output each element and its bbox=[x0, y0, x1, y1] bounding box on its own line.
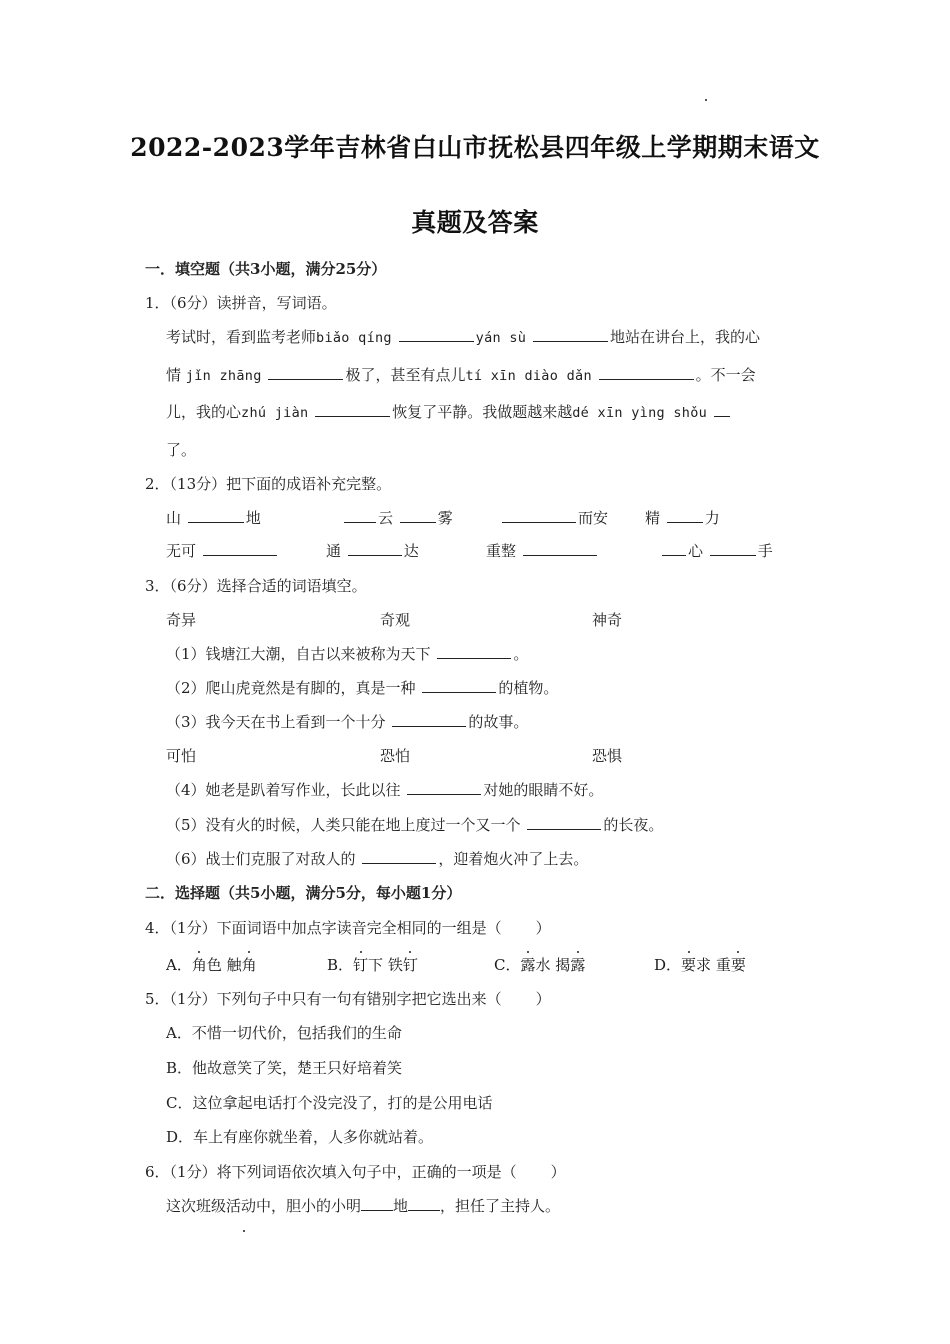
answer-blank[interactable] bbox=[527, 815, 601, 830]
option-char: 水 bbox=[535, 956, 551, 974]
answer-blank[interactable] bbox=[348, 541, 402, 556]
question-4-stem bbox=[145, 918, 551, 938]
sentence-text: （4）她老是趴着写作业，长此以往 bbox=[166, 781, 401, 799]
word-choice: 恐怕 bbox=[380, 747, 411, 765]
question-5-stem bbox=[145, 989, 551, 1009]
option-char: 色 bbox=[206, 956, 222, 974]
answer-blank[interactable] bbox=[188, 508, 244, 523]
answer-blank[interactable] bbox=[422, 678, 496, 693]
idiom-char: 通 bbox=[326, 542, 342, 560]
answer-blank[interactable] bbox=[399, 327, 474, 342]
question-1-line-3 bbox=[166, 402, 732, 423]
pinyin-prompt: yán sù bbox=[475, 330, 527, 346]
option-a[interactable]: A．不惜一切代价，包括我们的生命 bbox=[166, 1024, 402, 1042]
dotted-char: 要 bbox=[730, 956, 746, 974]
q1-text: 情 bbox=[166, 366, 182, 384]
sentence-text: 这次班级活动中，胆小的小明 bbox=[166, 1197, 362, 1215]
option-char: 铁 bbox=[387, 956, 403, 974]
idiom-char: 云 bbox=[378, 509, 394, 527]
dotted-char: 钉 bbox=[353, 956, 369, 974]
answer-blank[interactable] bbox=[662, 541, 686, 556]
sentence-text: （5）没有火的时候，人类只能在地上度过一个又一个 bbox=[166, 816, 521, 834]
pinyin-prompt: tí xīn diào dǎn bbox=[465, 368, 592, 384]
idiom-char: 精 bbox=[645, 509, 661, 527]
dotted-char: 角 bbox=[241, 956, 257, 974]
option-d[interactable]: D．车上有座你就坐着，人多你就站着。 bbox=[166, 1128, 434, 1146]
answer-blank[interactable] bbox=[523, 541, 597, 556]
option-c[interactable]: C．这位拿起电话打个没完没了，打的是公用电话 bbox=[166, 1094, 493, 1112]
answer-blank[interactable] bbox=[533, 327, 608, 342]
question-1-line-4: 了。 bbox=[166, 441, 197, 459]
question-text: 4．（1分）下面词语中加点字读音完全相同的一组是（ bbox=[145, 919, 502, 937]
document-title-line1: 2022-2023学年吉林省白山市抚松县四年级上学期期末语文 bbox=[130, 133, 820, 162]
answer-blank[interactable] bbox=[408, 1196, 440, 1211]
word-choice: 奇异 bbox=[166, 611, 197, 629]
sentence-text: （6）战士们克服了对敌人的 bbox=[166, 850, 356, 868]
idiom-char: 力 bbox=[704, 509, 720, 527]
answer-blank[interactable] bbox=[392, 712, 466, 727]
word-choice: 奇观 bbox=[380, 611, 411, 629]
option-label: A． bbox=[166, 956, 192, 974]
idiom-char: 地 bbox=[245, 509, 261, 527]
document-title-line2: 真题及答案 bbox=[411, 208, 539, 237]
answer-blank[interactable] bbox=[714, 402, 730, 417]
idiom-8 bbox=[660, 541, 773, 561]
q1-text: 儿，我的心 bbox=[166, 403, 242, 421]
answer-blank[interactable] bbox=[400, 508, 436, 523]
sentence-text: （1）钱塘江大潮，自古以来被称为天下 bbox=[166, 645, 431, 663]
question-3-sentence-4 bbox=[166, 780, 603, 800]
answer-blank[interactable] bbox=[362, 849, 436, 864]
section-heading-fill-blank: 一．填空题（共3小题，满分25分） bbox=[145, 260, 387, 278]
question-text: 5．（1分）下列句子中只有一句有错别字把它选出来（ bbox=[145, 990, 502, 1008]
answer-blank[interactable] bbox=[203, 541, 277, 556]
sentence-text: 对她的眼睛不好。 bbox=[483, 781, 604, 799]
question-6-sentence bbox=[166, 1196, 560, 1216]
answer-blank[interactable] bbox=[502, 508, 576, 523]
question-1-line-2 bbox=[166, 365, 756, 386]
question-3-sentence-6 bbox=[166, 849, 588, 869]
option-c[interactable] bbox=[494, 955, 585, 975]
q1-text: 地站在讲台上，我的心 bbox=[610, 328, 761, 346]
word-choice: 恐惧 bbox=[592, 747, 623, 765]
question-6-stem bbox=[145, 1162, 566, 1182]
idiom-char: 雾 bbox=[437, 509, 453, 527]
sentence-text: ，迎着炮火冲了上去。 bbox=[438, 850, 589, 868]
answer-blank[interactable] bbox=[710, 541, 756, 556]
pinyin-prompt: zhú jiàn bbox=[241, 405, 309, 421]
idiom-5 bbox=[166, 541, 279, 561]
question-3-sentence-3 bbox=[166, 712, 528, 732]
question-text: ） bbox=[535, 919, 551, 937]
idiom-char: 重整 bbox=[486, 542, 517, 560]
sentence-text: 的植物。 bbox=[498, 679, 559, 697]
idiom-1 bbox=[166, 508, 261, 528]
idiom-7 bbox=[486, 541, 599, 561]
option-char: 触 bbox=[226, 956, 242, 974]
idiom-6 bbox=[326, 541, 419, 561]
idiom-4 bbox=[645, 508, 720, 528]
question-3-sentence-5 bbox=[166, 815, 663, 835]
question-3-stem: 3．（6分）选择合适的词语填空。 bbox=[145, 577, 367, 595]
sentence-text: 的故事。 bbox=[468, 713, 529, 731]
option-label: C． bbox=[494, 956, 521, 974]
answer-blank[interactable] bbox=[268, 365, 343, 380]
page-dot-mark bbox=[705, 99, 707, 101]
idiom-2 bbox=[342, 508, 453, 528]
q1-text: 。不一会 bbox=[695, 366, 756, 384]
option-d[interactable] bbox=[654, 955, 746, 975]
question-3-sentence-2 bbox=[166, 678, 558, 698]
question-1-line-1 bbox=[166, 327, 760, 348]
pinyin-prompt: biǎo qíng bbox=[316, 330, 392, 346]
answer-blank[interactable] bbox=[437, 644, 511, 659]
sentence-text: ，担任了主持人。 bbox=[440, 1197, 561, 1215]
sentence-text: （2）爬山虎竟然是有脚的，真是一种 bbox=[166, 679, 416, 697]
question-1-stem: 1．（6分）读拼音，写词语。 bbox=[145, 294, 337, 312]
dotted-char: 露 bbox=[570, 956, 586, 974]
section-heading-multiple-choice: 二．选择题（共5小题，满分5分，每小题1分） bbox=[145, 884, 462, 902]
sentence-text: 。 bbox=[513, 645, 529, 663]
answer-blank[interactable] bbox=[315, 402, 390, 417]
q1-text: 极了，甚至有点儿 bbox=[345, 366, 466, 384]
word-choice: 神奇 bbox=[592, 611, 623, 629]
answer-blank[interactable] bbox=[344, 508, 376, 523]
option-char: 揭 bbox=[555, 956, 571, 974]
q1-text: 恢复了平静。我做题越来越 bbox=[392, 403, 573, 421]
question-text: ） bbox=[535, 990, 551, 1008]
question-text: 6．（1分）将下列词语依次填入句子中，正确的一项是（ bbox=[145, 1163, 517, 1181]
idiom-char: 山 bbox=[166, 509, 182, 527]
option-a[interactable] bbox=[166, 955, 257, 975]
idiom-char: 手 bbox=[757, 542, 773, 560]
answer-blank[interactable] bbox=[667, 508, 703, 523]
option-b[interactable] bbox=[327, 955, 418, 975]
option-char: 下 bbox=[368, 956, 384, 974]
idiom-char: 无可 bbox=[166, 542, 197, 560]
q1-text: 考试时，看到监考老师 bbox=[166, 328, 317, 346]
answer-blank[interactable] bbox=[599, 365, 694, 380]
pinyin-prompt: jǐn zhāng bbox=[185, 368, 262, 384]
dotted-char: 钉 bbox=[402, 956, 418, 974]
option-char: 求 bbox=[696, 956, 712, 974]
page-dot-mark bbox=[243, 1230, 245, 1232]
option-b[interactable]: B．他故意笑了笑，楚王只好培着笑 bbox=[166, 1059, 403, 1077]
sentence-text: （3）我今天在书上看到一个十分 bbox=[166, 713, 386, 731]
answer-blank[interactable] bbox=[407, 780, 481, 795]
sentence-text: 的长夜。 bbox=[603, 816, 664, 834]
idiom-char: 而安 bbox=[578, 509, 609, 527]
answer-blank[interactable] bbox=[361, 1196, 393, 1211]
option-label: B． bbox=[327, 956, 354, 974]
sentence-text: 地 bbox=[393, 1197, 409, 1215]
dotted-char: 角 bbox=[191, 956, 207, 974]
word-choice: 可怕 bbox=[166, 747, 197, 765]
question-2-stem: 2．（13分）把下面的成语补充完整。 bbox=[145, 475, 392, 493]
question-3-sentence-1 bbox=[166, 644, 528, 664]
option-char: 重 bbox=[715, 956, 731, 974]
idiom-3 bbox=[500, 508, 608, 528]
idiom-char: 达 bbox=[403, 542, 419, 560]
dotted-char: 要 bbox=[681, 956, 697, 974]
idiom-char: 心 bbox=[688, 542, 704, 560]
option-label: D． bbox=[654, 956, 682, 974]
dotted-char: 露 bbox=[520, 956, 536, 974]
pinyin-prompt: dé xīn yìng shǒu bbox=[572, 405, 708, 421]
question-text: ） bbox=[550, 1163, 566, 1181]
